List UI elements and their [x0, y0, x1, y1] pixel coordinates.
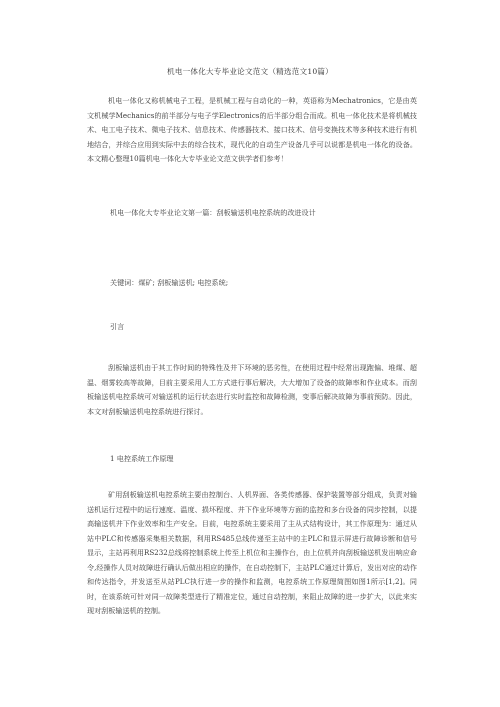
section-heading-intro: 引言: [110, 322, 125, 331]
keywords-line: 关键词：煤矿; 刮板输送机; 电控系统;: [110, 278, 229, 287]
section-heading-1: 1 电控系统工作原理: [110, 454, 174, 463]
section-1-paragraph: 矿用刮板输送机电控系统主要由控制台、人机界面、各类传感器、保护装置等部分组成，负责对输送机运行过程中的运行速度、温度、损坏程度、井下作业环境等方面的监控和多台设备的同步控制，以提高输送机井下作业效率和生产安全。目前，电控系统主要采用了主从式结构设计，其工作原理为：通过从站中PLC和传感器采集相关数据，利用RS485总线传递至主站中的主PLC和显示屏进行故障诊断和信号显示，主站再利用RS232总线将控制系统上传至上机位和主操作台，由上位机并向刮板输送机发出响应命令,经操作人员对故障进行确认后做出相应的操作，在自动控制下，主站PLC通过计算后，发出对应的动作和传达指令，并发送至从站PLC执行进一步的操作和监测，电控系统工作原理简图如图1所示[1,2]。同时，在该系统可针对同一故障类型进行了精准定位，通过自动控制，来阻止故障的进一步扩大，以此来实现对刮板输送机的控制。: [87, 490, 417, 615]
intro-paragraph: 机电一体化又称机械电子工程，是机械工程与自动化的一种，英语称为Mechatronics，它是由英文机械学Mechanics的前半部分与电子学Electronics的后半部分组合而成。机电一体化技术是将机械技术、电工电子技术、微电子技术、信息技术、传感器技术、接口技术、信号变换技术等多种技术进行有机地结合，并综合应用到实际中去的综合技术，现代化的自动生产设备几乎可以说都是机电一体化的设备。本文精心整理10篇机电一体化大专毕业论文范文供学者们参考！: [87, 96, 417, 163]
document-title: 机电一体化大专毕业论文范文（精选范文10篇）: [167, 67, 333, 76]
intro-section-paragraph: 刮板输送机由于其工作时间的特殊性及井下环境的恶劣性，在使用过程中经常出现跑偏、堆煤、超温、烟雾较高等故障，目前主要采用人工方式进行事后解决，大大增加了设备的故障率和作业成本。而刮板输送机电控系统可对输送机的运行状态进行实时监控和故障检测，变事后解决故障为事前预防。因此，本文对刮板输送机电控系统进行探讨。: [87, 363, 417, 416]
article-heading: 机电一体化大专毕业论文第一篇：刮板输送机电控系统的改进设计: [110, 208, 316, 217]
